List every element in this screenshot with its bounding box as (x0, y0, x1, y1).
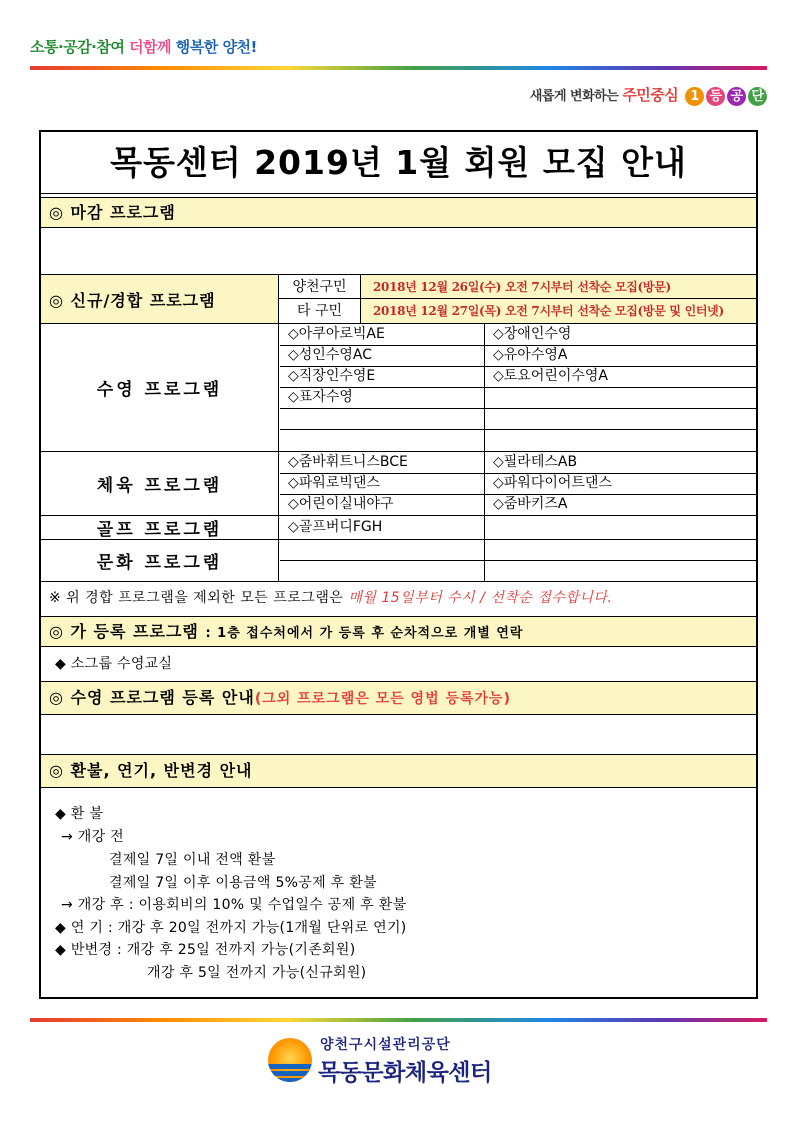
swim-reg-note: (그외 프로그램은 모든 영법 등록가능) (254, 691, 511, 707)
refund-line: 개강 후 5일 전까지 가능(신규회원) (147, 965, 367, 981)
closed-programs-header: ◎ 마감 프로그램 (41, 197, 756, 228)
grid-line (280, 429, 756, 430)
slogan-left: 소통·공감·참여 (30, 38, 130, 56)
notice-frame (39, 130, 758, 999)
refund-line: ◆ 연 기 : 개강 후 20일 전까지 가능(1개월 단위로 연기) (55, 920, 407, 936)
refund-line: ◆ 반변경 : 개강 후 25일 전까지 가능(기존회원) (55, 942, 356, 958)
golf-programs-label: 골프 프로그램 (41, 516, 279, 539)
slogan (30, 36, 257, 57)
swim-registration-header (41, 681, 756, 715)
notice-highlight: 매월 15일부터 수시 / 선착순 접수합니다. (348, 590, 613, 606)
refund-line: ◆ 환 불 (55, 806, 104, 822)
program-item: ◇토요어린이수영A (493, 368, 609, 384)
bottom-rainbow-divider (30, 1018, 767, 1022)
grid-line (280, 408, 756, 409)
program-item: ◇성인수영AC (288, 347, 372, 363)
top-rainbow-divider (30, 66, 767, 70)
tagline (530, 84, 767, 106)
slogan-mid: 더함께 (129, 38, 176, 56)
registration-when: 2018년 12월 27일(목) 오전 7시부터 선착순 모집(방문 및 인터넷) (361, 299, 756, 323)
footer-org: 양천구시설관리공단 (320, 1037, 451, 1053)
swim-programs-label: 수영 프로그램 (41, 324, 279, 451)
pending-label: ◎ 가 등록 프로그램 (49, 622, 206, 641)
tagline-badge: 1 (685, 87, 704, 106)
pending-programs-header (41, 616, 756, 647)
program-item: ◇줌바키즈A (493, 496, 568, 512)
closed-programs-blank (41, 228, 756, 275)
grid-line (280, 560, 756, 561)
slogan-right: 행복한 양천! (175, 38, 257, 56)
registration-who: 타 구민 (279, 299, 361, 323)
pending-item: ◆ 소그룹 수영교실 (55, 656, 173, 672)
refund-line: 결제일 7일 이후 이용금액 5%공제 후 환불 (109, 875, 377, 891)
sun-logo-icon (268, 1038, 312, 1082)
tagline-badge: 공 (727, 87, 746, 106)
culture-programs-row (41, 540, 756, 582)
program-item: ◇아쿠아로빅AE (288, 326, 385, 342)
tagline-prefix: 새롭게 변화하는 (529, 89, 623, 104)
footer-center: 목동문화체육센터 (318, 1060, 492, 1086)
tagline-badge: 등 (706, 87, 725, 106)
sports-programs-label: 체육 프로그램 (41, 452, 279, 515)
program-item: ◇파워다이어트댄스 (493, 475, 612, 491)
swim-reg-label: ◎ 수영 프로그램 등록 안내 (49, 688, 255, 707)
logo-wave (268, 1064, 312, 1069)
program-item: ◇유아수영A (493, 347, 568, 363)
new-programs-header: ◎ 신규/경합 프로그램 (41, 275, 279, 324)
program-item: ◇표자수영 (288, 389, 353, 405)
notice-prefix: ※ 위 경합 프로그램을 제외한 모든 프로그램은 (49, 590, 349, 606)
program-item: ◇장애인수영 (493, 326, 572, 342)
golf-programs-row (41, 516, 756, 540)
swim-programs-row (41, 324, 756, 452)
program-item: ◇골프버디FGH (288, 519, 383, 535)
tagline-accent: 주민중심 (622, 86, 683, 104)
refund-line: 결제일 7일 이내 전액 환불 (109, 852, 276, 868)
program-item: ◇필라테스AB (493, 454, 578, 470)
swim-registration-blank (41, 715, 756, 755)
culture-programs-label: 문화 프로그램 (41, 540, 279, 581)
program-item: ◇파워로빅댄스 (288, 475, 380, 491)
registration-who: 양천구민 (279, 275, 361, 299)
refund-line: → 개강 후 : 이용회비의 10% 및 수업일수 공제 후 환불 (61, 897, 407, 913)
program-item: ◇어린이실내야구 (288, 496, 394, 512)
registration-when: 2018년 12월 26일(수) 오전 7시부터 선착순 모집(방문) (361, 275, 756, 299)
logo-wave (268, 1078, 312, 1082)
tagline-badge: 단 (748, 87, 767, 106)
page-title: 목동센터 2019년 1월 회원 모집 안내 (41, 132, 756, 194)
sports-programs-row (41, 452, 756, 516)
notice-text (49, 587, 612, 609)
refund-header: ◎ 환불, 연기, 반변경 안내 (41, 754, 756, 788)
column-divider (484, 516, 485, 539)
refund-line: → 개강 전 (61, 829, 125, 845)
pending-note: : 1층 접수처에서 가 등록 후 순차적으로 개별 연락 (205, 626, 524, 641)
logo-wave (268, 1071, 312, 1076)
program-item: ◇줌바휘트니스BCE (288, 454, 408, 470)
program-item: ◇직장인수영E (288, 368, 376, 384)
column-divider (484, 452, 485, 515)
footer-logo (268, 1034, 530, 1090)
